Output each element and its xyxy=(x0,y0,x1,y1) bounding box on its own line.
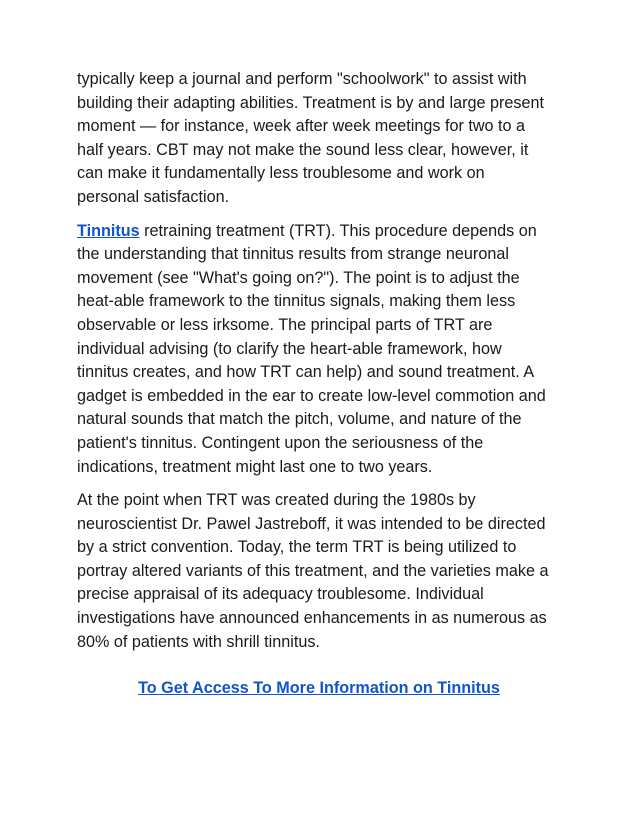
text-line: tinnitus creates, and how TRT can help) and sound treatment. A xyxy=(77,363,535,382)
paragraph-cbt xyxy=(77,68,567,210)
text-line: gadget is embedded in the ear to create low-level commotion and xyxy=(77,386,546,405)
text-line: typically keep a journal and perform "schoolwork" to assist with xyxy=(77,70,527,88)
text-line xyxy=(77,220,567,244)
text-line: At the point when TRT was created during the 1980s by xyxy=(77,491,476,510)
text-line: patient's tinnitus. Contingent upon the seriousness of the xyxy=(77,433,484,452)
text-line: portray altered variants of this treatment, and the varieties make a xyxy=(77,561,549,580)
text-line: investigations have announced enhancements in as numerous as xyxy=(77,609,547,628)
text-line: observable or less irksome. The principal parts of TRT are xyxy=(77,315,493,334)
text-line: heat-able framework to the tinnitus signals, making them less xyxy=(77,292,516,311)
text-line: personal satisfaction. xyxy=(77,187,230,206)
text-fragment: retraining treatment (TRT). This procedure depends on xyxy=(139,221,537,240)
text-line: indications, treatment might last one to two years. xyxy=(77,457,433,476)
text-line: building their adapting abilities. Treatment is by and large present xyxy=(77,93,545,112)
text-line: moment — for instance, week after week meetings for two to a xyxy=(77,117,526,136)
text-line: movement (see "What's going on?"). The point is to adjust the xyxy=(77,268,520,287)
text-line: natural sounds that match the pitch, volume, and nature of the xyxy=(77,410,522,429)
paragraph-history xyxy=(77,489,567,654)
paragraph-trt xyxy=(77,220,567,480)
text-line: precise appraisal of its adequacy troublesome. Individual xyxy=(77,585,484,604)
more-info-link[interactable]: To Get Access To More Information on Tinnitus xyxy=(138,679,500,697)
text-line: half years. CBT may not make the sound less clear, however, it xyxy=(77,140,529,159)
text-line: can make it fundamentally less troublesome and work on xyxy=(77,164,485,183)
text-line: 80% of patients with shrill tinnitus. xyxy=(77,632,320,651)
text-line: individual advising (to clarify the heart-able framework, how xyxy=(77,339,502,358)
document-body xyxy=(77,68,567,664)
text-line: by a strict convention. Today, the term TRT is being utilized to xyxy=(77,538,517,557)
tinnitus-link[interactable]: Tinnitus xyxy=(77,221,140,240)
text-line: the understanding that tinnitus results from strange neuronal xyxy=(77,245,509,264)
text-line: neuroscientist Dr. Pawel Jastreboff, it was intended to be directed xyxy=(77,514,546,533)
